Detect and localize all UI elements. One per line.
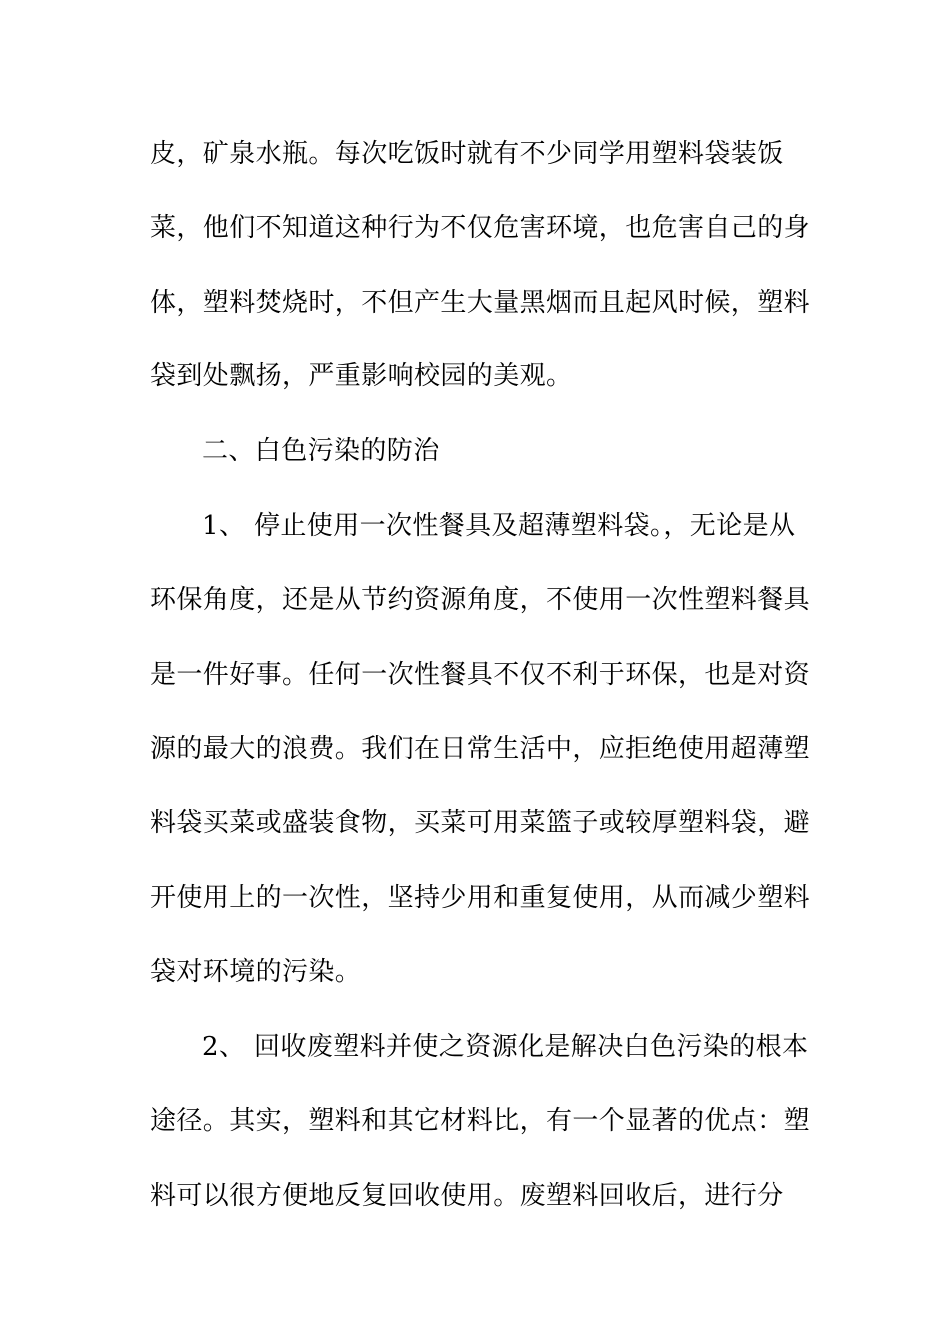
list-item-first-line [202, 1027, 852, 1067]
paragraph-line: 途径。其实，塑料和其它材料比，有一个显著的优点：塑 [150, 1106, 811, 1136]
paragraph-line: 源的最大的浪费。我们在日常生活中，应拒绝使用超薄塑 [150, 734, 811, 764]
list-item-number: 2、 [202, 1032, 246, 1062]
list-item-text: 回收废塑料并使之资源化是解决白色污染的根本 [254, 1032, 809, 1062]
list-item-first-line [202, 506, 852, 546]
paragraph-line: 菜，他们不知道这种行为不仅危害环境，也危害自己的身 [150, 213, 811, 243]
paragraph-line: 皮，矿泉水瓶。每次吃饭时就有不少同学用塑料袋装饭 [150, 139, 784, 169]
paragraph-line: 开使用上的一次性，坚持少用和重复使用，从而减少塑料 [150, 883, 811, 913]
section-heading: 二、白色污染的防治 [202, 436, 440, 466]
paragraph-line: 袋到处飘扬，严重影响校园的美观。 [150, 361, 573, 391]
paragraph-line: 料袋买菜或盛装食物，买菜可用菜篮子或较厚塑料袋，避 [150, 808, 811, 838]
list-item-number: 1、 [202, 511, 246, 541]
paragraph-line: 体，塑料焚烧时，不但产生大量黑烟而且起风时候，塑料 [150, 288, 811, 318]
paragraph-line: 是一件好事。任何一次性餐具不仅不利于环保，也是对资 [150, 660, 811, 690]
paragraph-line: 料可以很方便地反复回收使用。废塑料回收后，进行分 [150, 1181, 784, 1211]
list-item-text: 停止使用一次性餐具及超薄塑料袋。，无论是从 [254, 511, 796, 541]
paragraph-line: 环保角度，还是从节约资源角度，不使用一次性塑料餐具 [150, 585, 811, 615]
paragraph-line: 袋对环境的污染。 [150, 957, 362, 987]
